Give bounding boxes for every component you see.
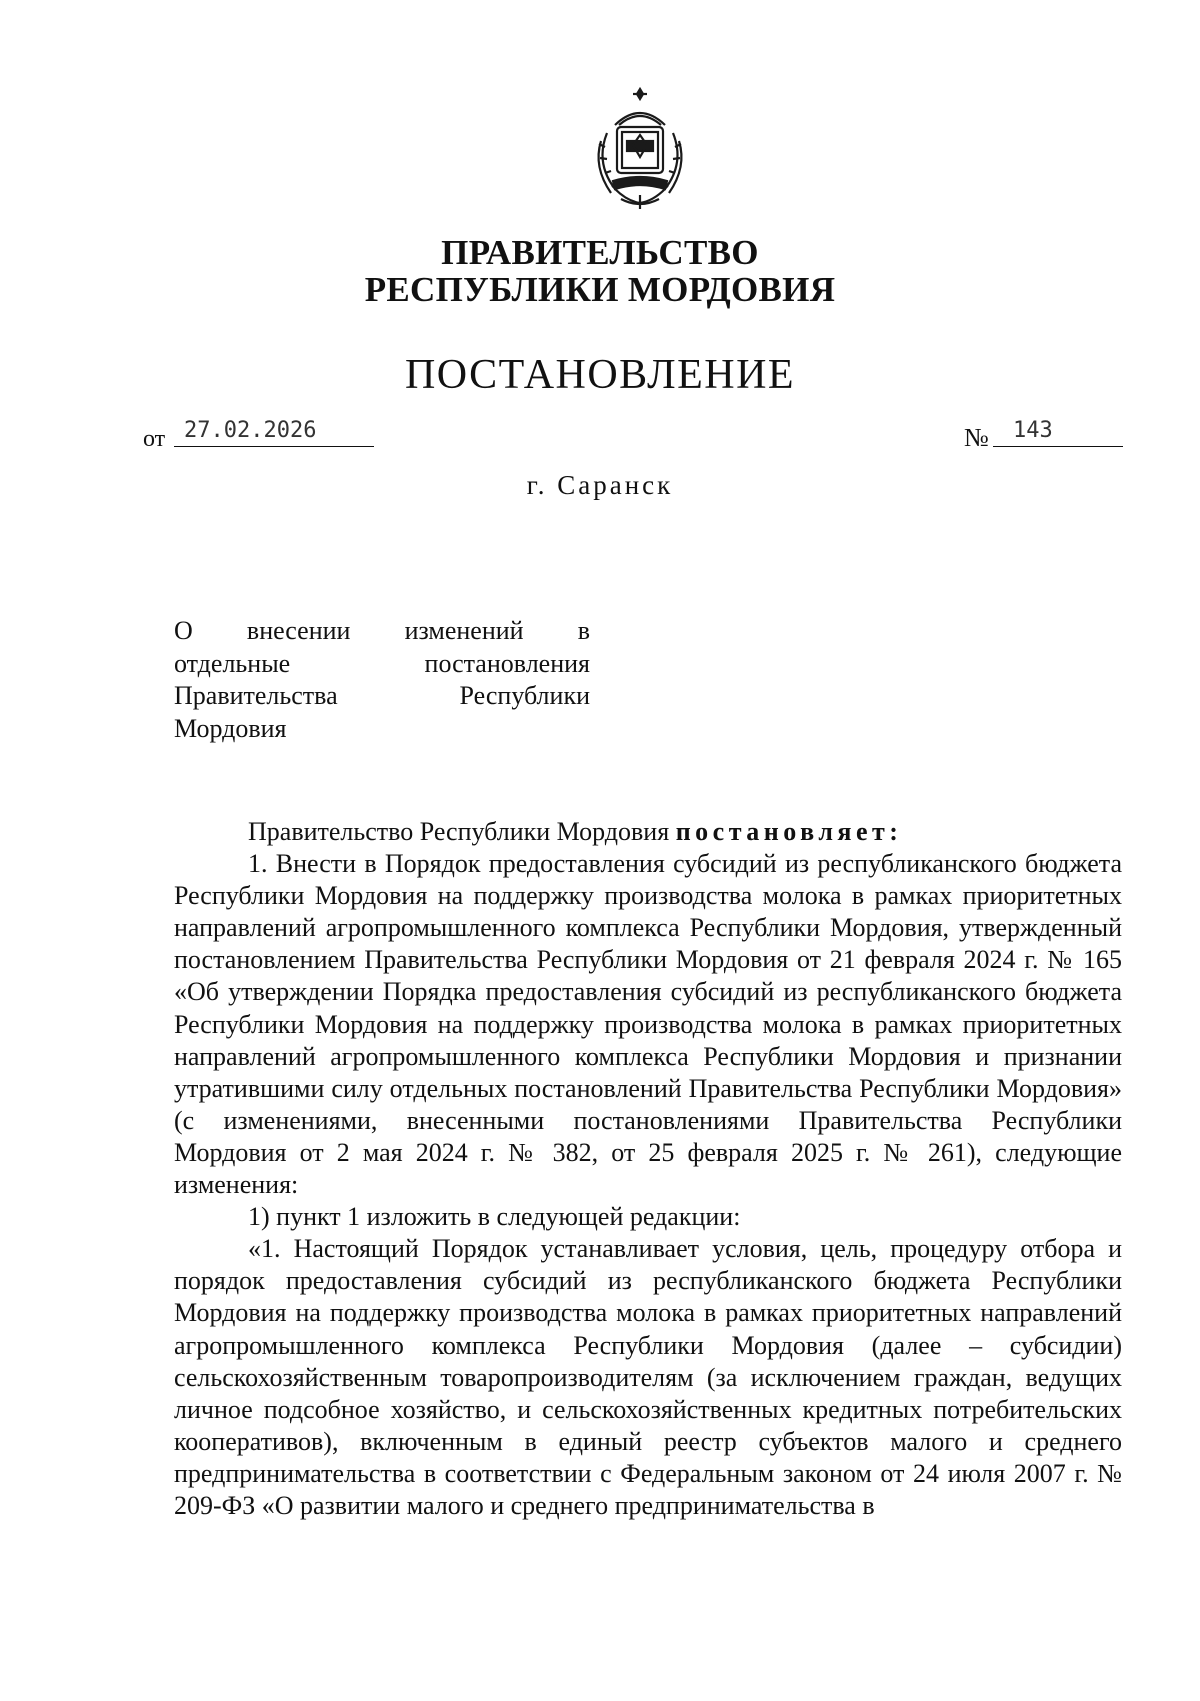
number-label: № (964, 423, 989, 452)
org-name-line2: РЕСПУБЛИКИ МОРДОВИЯ (364, 270, 836, 309)
subitem-1-paragraph: 1) пункт 1 изложить в следующей редакции: (248, 1202, 741, 1232)
number-value: 143 (1013, 418, 1053, 443)
subject-line: отдельные постановления (174, 648, 590, 678)
document-type-title: ПОСТАНОВЛЕНИЕ (404, 352, 796, 398)
org-name-line1: ПРАВИТЕЛЬСТВО (441, 233, 759, 272)
quoted-paragraph: «1. Настоящий Порядок устанавливает условия, цель, процедуру отбора и порядок предоставления субсидий из республиканского бюджета Республики Мордовия на поддержку производства молока в рамках приоритетных направлений агропромышленного комплекса Республики Мордовия (далее – субсидии) сельскохозяйственным товаропроизводителям (за исключением граждан, ведущих личное подсобное хозяйство, и сельскохозяйственных кредитных потребительских кооперативов), включенным в единый реестр субъектов малого и среднего предпринимательства в соответствии с Федеральным законом от 24 июля 2007 г. № 209-ФЗ «О развитии малого и среднего предпринимательства в (174, 1234, 1122, 1520)
subject-line: О внесении изменений в (174, 616, 590, 645)
date-underline (174, 446, 374, 447)
item-1-paragraph: 1. Внести в Порядок предоставления субсидий из республиканского бюджета Республики Мордовия на поддержку производства молока в рамках приоритетных направлений агропромышленного комплекса Республики Мордовия, утвержденный постановлением Правительства Республики Мордовия от 21 февраля 2024 г. № 165 «Об утверждении Порядка предоставления субсидий из республиканского бюджета Республики Мордовия на поддержку производства молока в рамках приоритетных направлений агропромышленного комплекса Республики Мордовия и признании утратившими силу отдельных постановлений Правительства Республики Мордовия» (с изменениями, внесенными постановлениями Правительства Республики Мордовия от 2 мая 2024 г. № 382, от 25 февраля 2025 г. № 261), следующие изменения: (174, 849, 1122, 1200)
document-subject (174, 615, 590, 745)
date-value: 27.02.2026 (184, 418, 317, 443)
subject-line: Правительства Республики (174, 681, 590, 711)
document-body (174, 816, 1122, 1522)
intro-paragraph (174, 816, 1122, 848)
intro-emphasis: постановляет: (675, 817, 903, 846)
coat-of-arms-emblem (585, 85, 695, 213)
city-name: г. Саранск (526, 470, 674, 500)
intro-text: Правительство Республики Мордовия (248, 817, 676, 846)
date-label: от (143, 426, 166, 452)
subject-line: Мордовия (174, 713, 287, 743)
number-underline (993, 446, 1123, 447)
